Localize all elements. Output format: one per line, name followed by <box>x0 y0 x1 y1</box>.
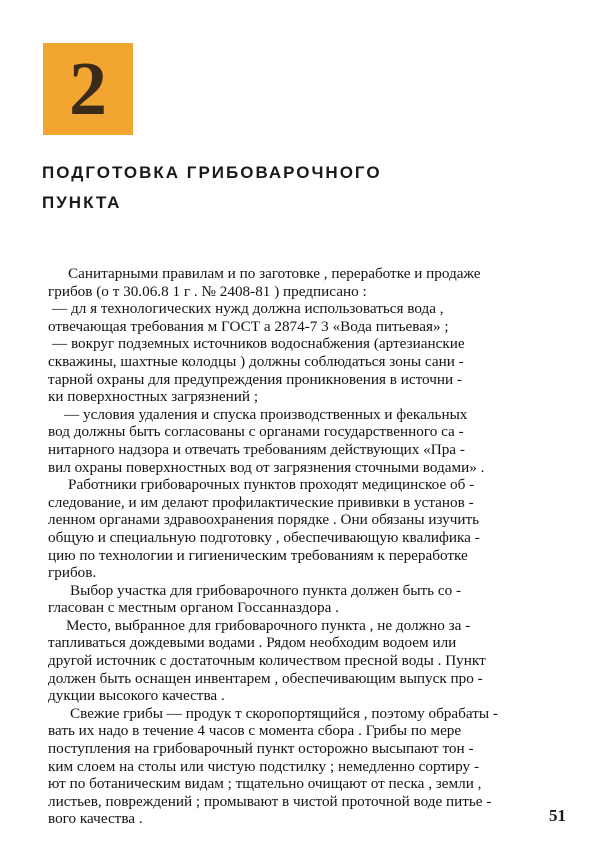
text-line: дукции высокого качества . <box>48 687 225 705</box>
text-line: — вокруг подземных источников водоснабжения (артезианские <box>52 335 465 353</box>
body-text <box>48 265 568 828</box>
text-line: поступления на грибоварочный пункт осторожно высыпают тон - <box>48 740 474 758</box>
text-line: отвечающая требования м ГОСТ а 2874-7 3 «Вода питьевая» ; <box>48 317 449 335</box>
text-line: — условия удаления и спуска производственных и фекальных <box>64 405 468 423</box>
text-line: — дл я технологических нужд должна использоваться вода , <box>52 300 444 318</box>
text-line: вил охраны поверхностных вод от загрязнения сточными водами» . <box>48 458 485 476</box>
text-line: ленном органами здравоохранения порядке . Они обязаны изучить <box>48 511 480 529</box>
chapter-title <box>42 158 382 218</box>
text-line: тарной охраны для предупреждения проникновения в источни - <box>48 370 462 388</box>
text-line: нитарного надзора и отвечать требованиям действующих «Пра - <box>48 440 465 458</box>
text-line: Место, выбранное для грибоварочного пункта , не должно за - <box>66 616 471 634</box>
text-line: Выбор участка для грибоварочного пункта должен быть со - <box>70 581 462 599</box>
text-line: другой источник с достаточным количеством пресной воды . Пункт <box>48 652 486 670</box>
text-line: должен быть оснащен инвентарем , обеспечивающим выпуск про - <box>48 669 483 687</box>
text-line: ким слоем на столы или чистую подстилку ; немедленно сортиру - <box>48 757 480 775</box>
text-line: Работники грибоварочных пунктов проходят медицинское об - <box>68 476 475 494</box>
text-line: гласован с местным органом Госсанназдора . <box>48 599 339 617</box>
chapter-title-line-2: ПУНКТА <box>42 193 122 212</box>
text-line: листьев, повреждений ; промывают в чистой проточной воде питье - <box>48 792 492 810</box>
chapter-number: 2 <box>69 47 107 131</box>
text-line: Санитарными правилам и по заготовке , переработке и продаже <box>68 265 481 282</box>
chapter-number-box <box>43 43 133 135</box>
chapter-title-line-1: ПОДГОТОВКА ГРИБОВАРОЧНОГО <box>42 163 382 182</box>
text-line: цию по технологии и гигиеническим требованиям к переработке <box>48 546 468 564</box>
text-line: ют по ботаническим видам ; тщательно очищают от песка , земли , <box>48 775 482 793</box>
text-line: общую и специальную подготовку , обеспечивающую квалифика - <box>48 528 480 546</box>
page-number: 51 <box>549 806 566 825</box>
text-line: ки поверхностных загрязнений ; <box>48 388 259 406</box>
text-line: грибов. <box>48 564 97 582</box>
text-line: вать их надо в течение 4 часов с момента сбора . Грибы по мере <box>48 722 462 740</box>
text-line: тапливаться дождевыми водами . Рядом необходим водоем или <box>48 634 457 652</box>
text-line: грибов (о т 30.06.8 1 г . № 2408-81 ) предписано : <box>48 282 367 300</box>
text-line: скважины, шахтные колодцы ) должны соблюдаться зоны сани - <box>48 352 464 370</box>
text-line: вого качества . <box>48 810 143 828</box>
text-line: вод должны быть согласованы с органами государственного са - <box>48 423 464 441</box>
text-line: следование, и им делают профилактические прививки в установ - <box>48 493 474 511</box>
text-line: Свежие грибы — продук т скоропортящийся , поэтому обрабаты - <box>70 704 498 722</box>
